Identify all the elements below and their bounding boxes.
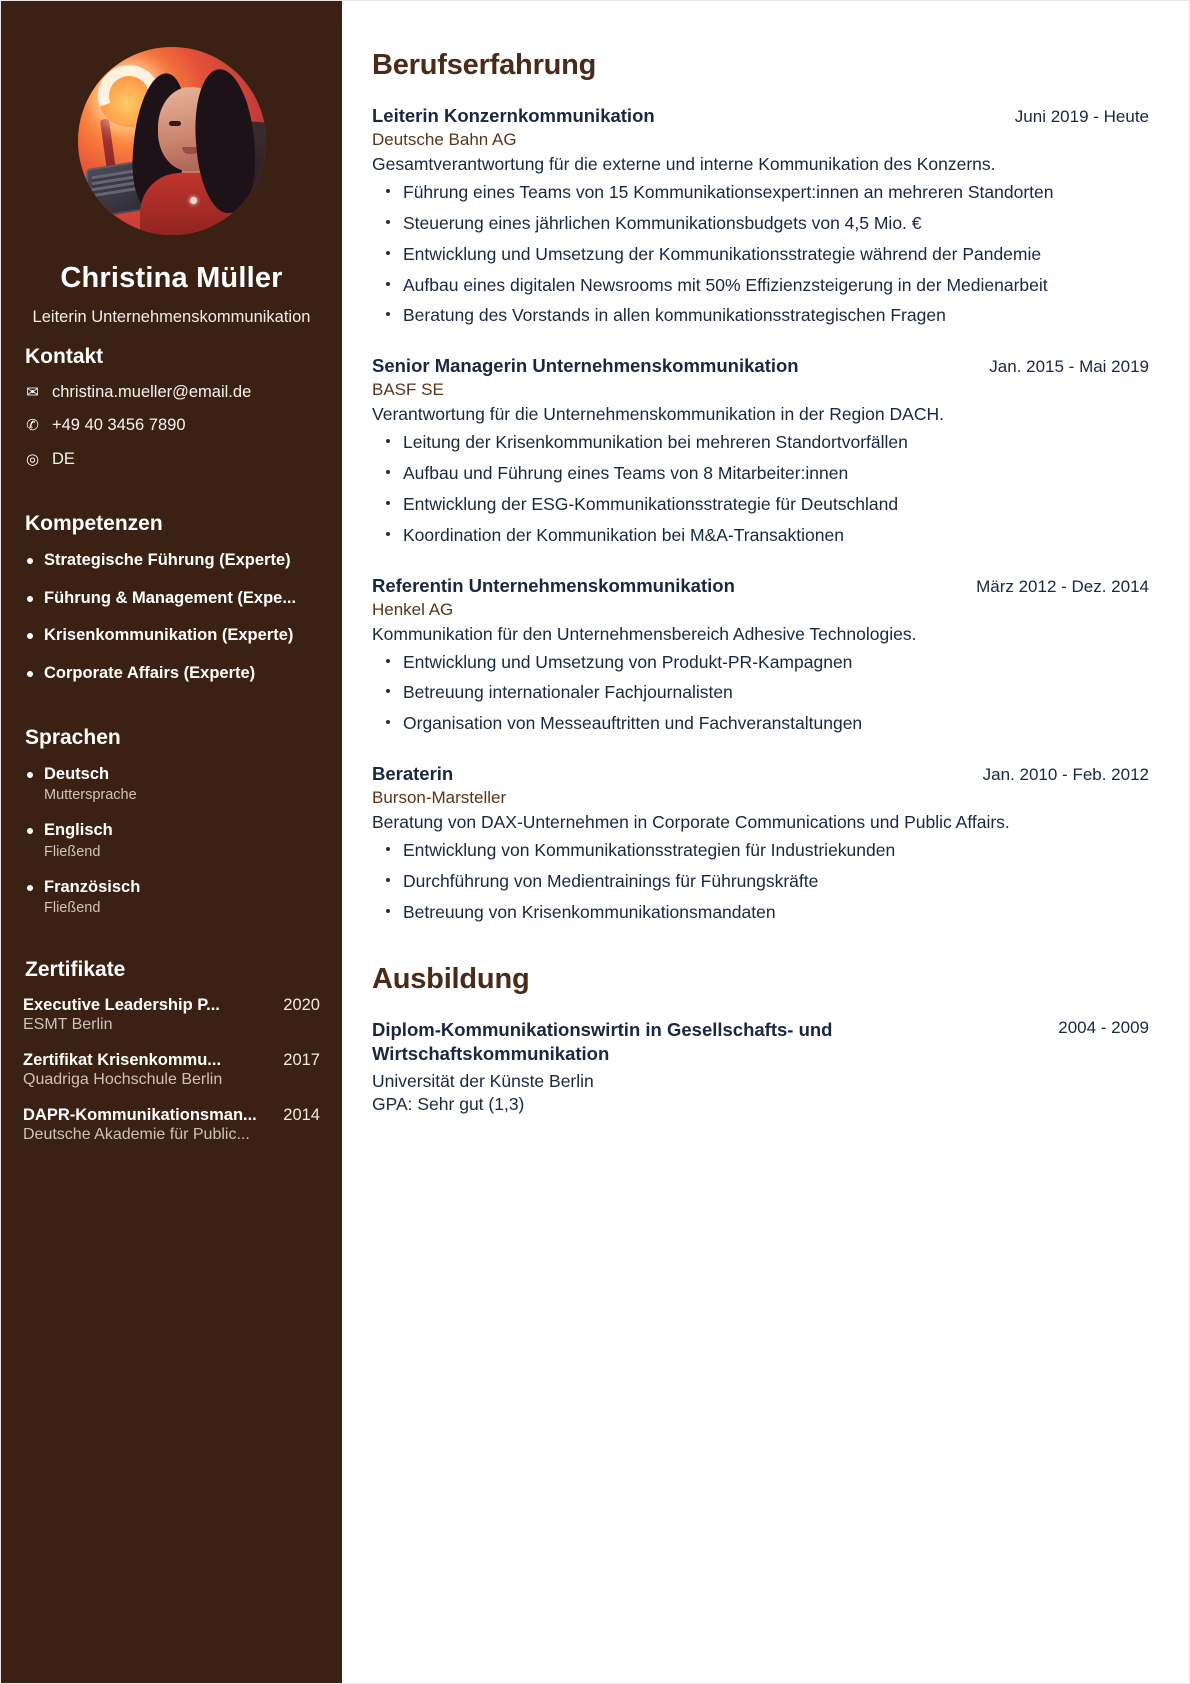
education-entry: [372, 1018, 1149, 1115]
experience-entry: [372, 354, 1149, 547]
certificates-heading: Zertifikate: [25, 958, 126, 982]
job-bullet: Entwicklung und Umsetzung von Produkt-PR-Kampagnen: [372, 650, 1149, 675]
job-description: Verantwortung für die Unternehmenskommunikation in der Region DACH.: [372, 404, 944, 425]
job-bullet: Steuerung eines jährlichen Kommunikationsbudgets von 4,5 Mio. €: [372, 211, 1149, 236]
list-item: [23, 996, 320, 1034]
job-organization: Henkel AG: [372, 599, 454, 619]
certificate-org: Deutsche Akademie für Public...: [23, 1126, 250, 1144]
language-name: Französisch: [23, 877, 320, 898]
certificate-year: 2020: [283, 996, 320, 1015]
main-content: [342, 1, 1189, 1683]
list-item: [23, 1051, 320, 1089]
job-description: Gesamtverantwortung für die externe und interne Kommunikation des Konzerns.: [372, 154, 996, 175]
job-description: Kommunikation für den Unternehmensbereich Adhesive Technologies.: [372, 623, 917, 644]
job-description: Beratung von DAX-Unternehmen in Corporate Communications und Public Affairs.: [372, 812, 1010, 833]
language-name: Deutsch: [23, 764, 320, 785]
contact-location-value: DE: [52, 450, 75, 469]
job-date: März 2012 - Dez. 2014: [976, 576, 1149, 596]
job-bullet-list: [372, 430, 1149, 547]
job-date: Jan. 2010 - Feb. 2012: [982, 765, 1149, 785]
job-organization: Deutsche Bahn AG: [372, 130, 517, 150]
job-bullet: Führung eines Teams von 15 Kommunikationsexpert:innen an mehreren Standorten: [372, 180, 1149, 205]
list-item: [23, 764, 320, 804]
certificate-name: Zertifikat Krisenkommu...: [23, 1051, 222, 1070]
profile-name: Christina Müller: [60, 262, 283, 294]
job-bullet: Betreuung internationaler Fachjournalisten: [372, 680, 1149, 705]
job-bullet: Entwicklung der ESG-Kommunikationsstrategie für Deutschland: [372, 492, 1149, 517]
certificate-year: 2017: [283, 1051, 320, 1070]
experience-section-title: Berufserfahrung: [372, 49, 597, 81]
certificate-year: 2014: [283, 1106, 320, 1125]
envelope-icon: ✉: [26, 383, 39, 401]
job-bullet-list: [372, 650, 1149, 737]
contact-heading: Kontakt: [25, 344, 104, 368]
job-date: Juni 2019 - Heute: [1014, 107, 1149, 126]
certificate-name: Executive Leadership P...: [23, 996, 220, 1015]
experience-entry: [372, 104, 1149, 328]
language-level: Muttersprache: [44, 787, 137, 804]
job-bullet: Leitung der Krisenkommunikation bei mehreren Standortvorfällen: [372, 430, 1149, 455]
job-bullet: Durchführung von Medientrainings für Führungskräfte: [372, 869, 1149, 894]
list-item: Corporate Affairs (Experte): [23, 663, 320, 684]
job-organization: BASF SE: [372, 380, 444, 400]
education-section-title: Ausbildung: [372, 962, 530, 995]
list-item: [23, 877, 320, 917]
profile-headline: Leiterin Unternehmenskommunikation: [32, 307, 311, 326]
avatar: [78, 47, 266, 235]
contact-phone[interactable]: [23, 416, 320, 436]
job-title: Leiterin Konzernkommunikation: [372, 105, 655, 126]
list-item: Führung & Management (Expe...: [23, 588, 320, 609]
education-school: Universität der Künste Berlin: [372, 1070, 594, 1091]
job-bullet: Entwicklung und Umsetzung der Kommunikationsstrategie während der Pandemie: [372, 242, 1149, 267]
job-bullet: Aufbau und Führung eines Teams von 8 Mitarbeiter:innen: [372, 461, 1149, 486]
skills-heading: Kompetenzen: [25, 512, 163, 536]
portrait-photo-illustration: [78, 47, 266, 235]
sidebar: [1, 1, 342, 1683]
list-item: Krisenkommunikation (Experte): [23, 625, 320, 646]
language-level: Fließend: [44, 900, 101, 917]
contact-email[interactable]: [23, 383, 320, 403]
job-bullet: Koordination der Kommunikation bei M&A-Transaktionen: [372, 523, 1149, 548]
language-level: Fließend: [44, 843, 101, 860]
certificate-name: DAPR-Kommunikationsman...: [23, 1106, 257, 1125]
job-bullet: Organisation von Messeauftritten und Fachveranstaltungen: [372, 711, 1149, 736]
phone-icon: ✆: [26, 417, 39, 435]
experience-entry: [372, 762, 1149, 925]
contact-phone-value: +49 40 3456 7890: [52, 416, 186, 435]
education-date: 2004 - 2009: [1058, 1017, 1149, 1037]
location-pin-icon: ◎: [25, 451, 40, 469]
job-bullet: Betreuung von Krisenkommunikationsmandaten: [372, 900, 1149, 925]
job-bullet: Entwicklung von Kommunikationsstrategien für Industriekunden: [372, 838, 1149, 863]
job-bullet: Beratung des Vorstands in allen kommunikationsstrategischen Fragen: [372, 303, 1149, 328]
languages-heading: Sprachen: [25, 725, 121, 749]
job-organization: Burson-Marsteller: [372, 788, 507, 808]
job-bullet-list: [372, 838, 1149, 925]
education-degree: Diplom-Kommunikationswirtin in Gesellschafts- und Wirtschaftskommunikation: [372, 1018, 833, 1064]
job-title: Senior Managerin Unternehmenskommunikation: [372, 355, 799, 377]
list-item: [23, 820, 320, 860]
experience-entry: [372, 574, 1149, 737]
job-bullet-list: [372, 180, 1149, 328]
job-bullet: Aufbau eines digitalen Newsrooms mit 50% Effizienzsteigerung in der Medienarbeit: [372, 273, 1149, 298]
list-item: [23, 1106, 320, 1144]
contact-location[interactable]: [23, 450, 320, 470]
certificate-org: Quadriga Hochschule Berlin: [23, 1071, 223, 1089]
job-title: Referentin Unternehmenskommunikation: [372, 574, 735, 596]
contact-email-value: christina.mueller@email.de: [52, 382, 252, 401]
certificate-org: ESMT Berlin: [23, 1016, 113, 1034]
language-name: Englisch: [23, 820, 320, 841]
job-title: Beraterin: [372, 763, 454, 785]
job-date: Jan. 2015 - Mai 2019: [989, 357, 1149, 377]
education-gpa: GPA: Sehr gut (1,3): [372, 1093, 525, 1114]
list-item: Strategische Führung (Experte): [23, 550, 320, 571]
